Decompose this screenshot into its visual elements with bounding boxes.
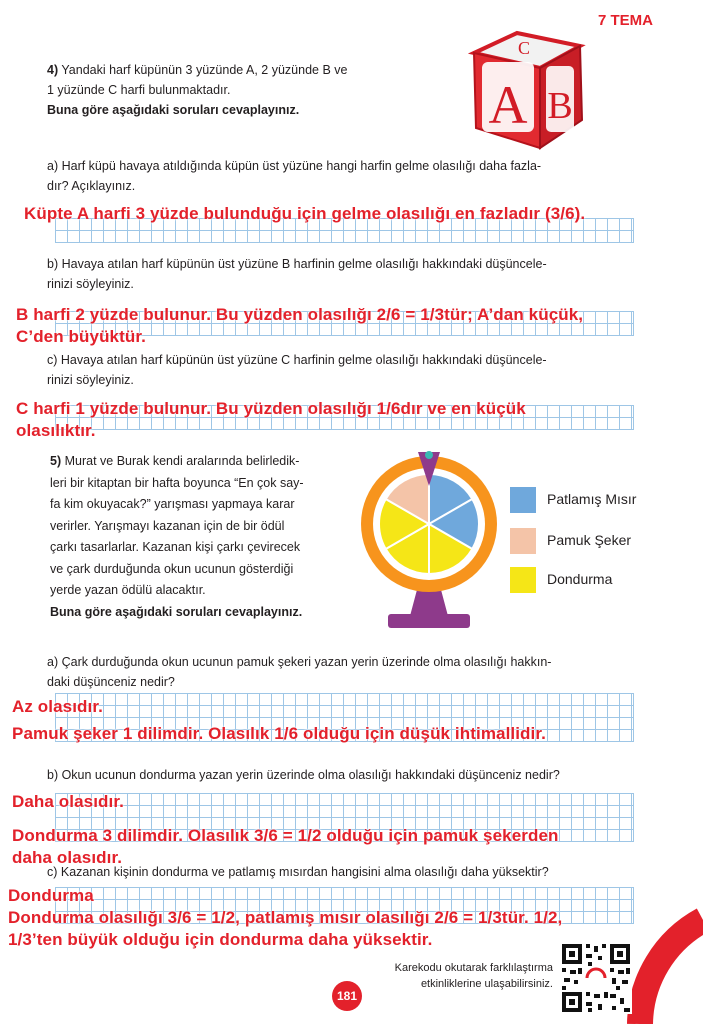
q4a-line2: dır? Açıklayınız. [47,179,136,193]
prize-wheel-image [358,448,503,633]
letter-cube-image [462,28,592,153]
qr-caption-line2: etkinliklerine ulaşabilirsiniz. [420,978,553,990]
q5b-answer-line1: Daha olasıdır. [12,792,124,811]
legend-swatch [510,487,536,513]
q5c-answer-line2: Dondurma olasılığı 3/6 = 1/2, patlamış mısır olasılığı 2/6 = 1/3tür. 1/2, [8,908,563,927]
q4b-line2: rinizi söyleyiniz. [47,277,134,291]
theme-label: 7 TEMA [597,12,653,29]
q4a-line1: a) Harf küpü havaya atıldığında küpün üst yüzüne hangi harfin gelme olasılığı daha fazla- [47,159,542,173]
legend-label: Dondurma [547,571,613,587]
q4-intro [47,60,427,120]
q5a-answer-line1: Az olasıdır. [12,697,103,716]
q4-intro-line2: 1 yüzünde C harfi bulunmaktadır. [47,83,231,97]
q5c-answer-line1: Dondurma [8,886,94,905]
q4b-answer [16,304,583,348]
q5b-question [47,765,667,785]
q5c-answer [8,885,562,951]
q5-line-5: çarkı tasarlarlar. Kazanan kişi çarkı çevirecek [50,540,301,554]
qr-code-icon[interactable] [560,942,632,1014]
q4-number: 4) [47,63,59,77]
q5b-answer-line3: daha olasıdır. [12,848,123,867]
q5a-answer [12,693,546,747]
q4b-answer-line1: B harfi 2 yüzde bulunur. Bu yüzden olasılığı 2/6 = 1/3tür; A’dan küçük, [16,305,584,324]
q5-line-2: leri bir kitaptan bir hafta boyunca “En çok say- [50,475,304,490]
q5a-answer-line2: Pamuk şeker 1 dilimdir. Olasılık 1/6 olduğu için düşük ihtimallidir. [12,724,546,743]
q5b-answer [12,791,559,869]
q4b-question [47,254,657,294]
q4c-answer-line2: olasılıktır. [16,421,96,440]
qr-caption-line1: Karekodu okutarak farklılaştırma [394,962,553,974]
legend-label: Patlamış Mısır [547,491,637,507]
q5-number: 5) [50,454,62,468]
q5b-answer-line2: Dondurma 3 dilimdir. Olasılık 3/6 = 1/2 olduğu için pamuk şekerden [12,826,559,845]
q4a-answer: Küpte A harfi 3 yüzde bulunduğu için gelme olasılığı en fazladır (3/6). [24,204,586,223]
q5-line-4: verirler. Yarışmayı kazanan için de bir ödül [50,518,285,533]
q5-intro [50,451,360,623]
q5c-line1: c) Kazanan kişinin dondurma ve patlamış mısırdan hangisini alma olasılığı daha yüksektir? [47,865,549,879]
q5-line-1: Murat ve Burak kendi aralarında belirledik- [64,454,300,468]
q5a-line1: a) Çark durduğunda okun ucunun pamuk şekeri yazan yerin üzerinde olma olasılığı hakkın- [47,655,552,669]
cube-letter-side: B [547,85,573,127]
qr-caption [395,960,553,992]
q4-intro-line1: Yandaki harf küpünün 3 yüzünde A, 2 yüzünde B ve [61,63,348,77]
legend-swatch [510,567,536,593]
q5a-line2: daki düşünceniz nedir? [47,675,175,689]
q4c-answer-line1: C harfi 1 yüzde bulunur. Bu yüzden olasılığı 1/6dır ve en küçük [16,399,526,418]
q4a-question [47,156,657,196]
q4c-question [47,350,657,390]
legend-swatch [510,528,536,554]
q5a-question [47,652,667,692]
cube-letter-top: C [517,38,531,58]
q4b-answer-line2: C’den büyüktür. [16,327,146,346]
page-number: 181 [332,981,362,1011]
q5c-question [47,862,667,882]
q4c-answer [16,398,526,442]
cube-letter-front: A [488,75,528,135]
q4b-line1: b) Havaya atılan harf küpünün üst yüzüne B harfinin gelme olasılığı hakkındaki düşüncele- [47,257,547,271]
q5c-answer-line3: 1/3’ten büyük olduğu için dondurma daha yüksektir. [8,930,433,949]
legend-label: Pamuk Şeker [547,532,632,548]
q5-line-3: fa kim okuyacak?” yarışması yapmaya karar [50,497,295,511]
q4c-line2: rinizi söyleyiniz. [47,373,134,387]
q5-line-7: yerde yazan ödülü alacaktır. [50,583,206,597]
q4c-line1: c) Havaya atılan harf küpünün üst yüzüne C harfinin gelme olasılığı hakkındaki düşüncele- [47,353,547,367]
q5b-line1: b) Okun ucunun dondurma yazan yerin üzerinde olma olasılığı hakkındaki düşünceniz nedir? [47,768,560,782]
q5-instruction: Buna göre aşağıdaki soruları cevaplayınız. [50,604,303,619]
q4-instruction: Buna göre aşağıdaki soruları cevaplayınız. [47,103,300,117]
q5-line-6: ve çark durduğunda okun ucunun gösterdiği [50,561,294,576]
